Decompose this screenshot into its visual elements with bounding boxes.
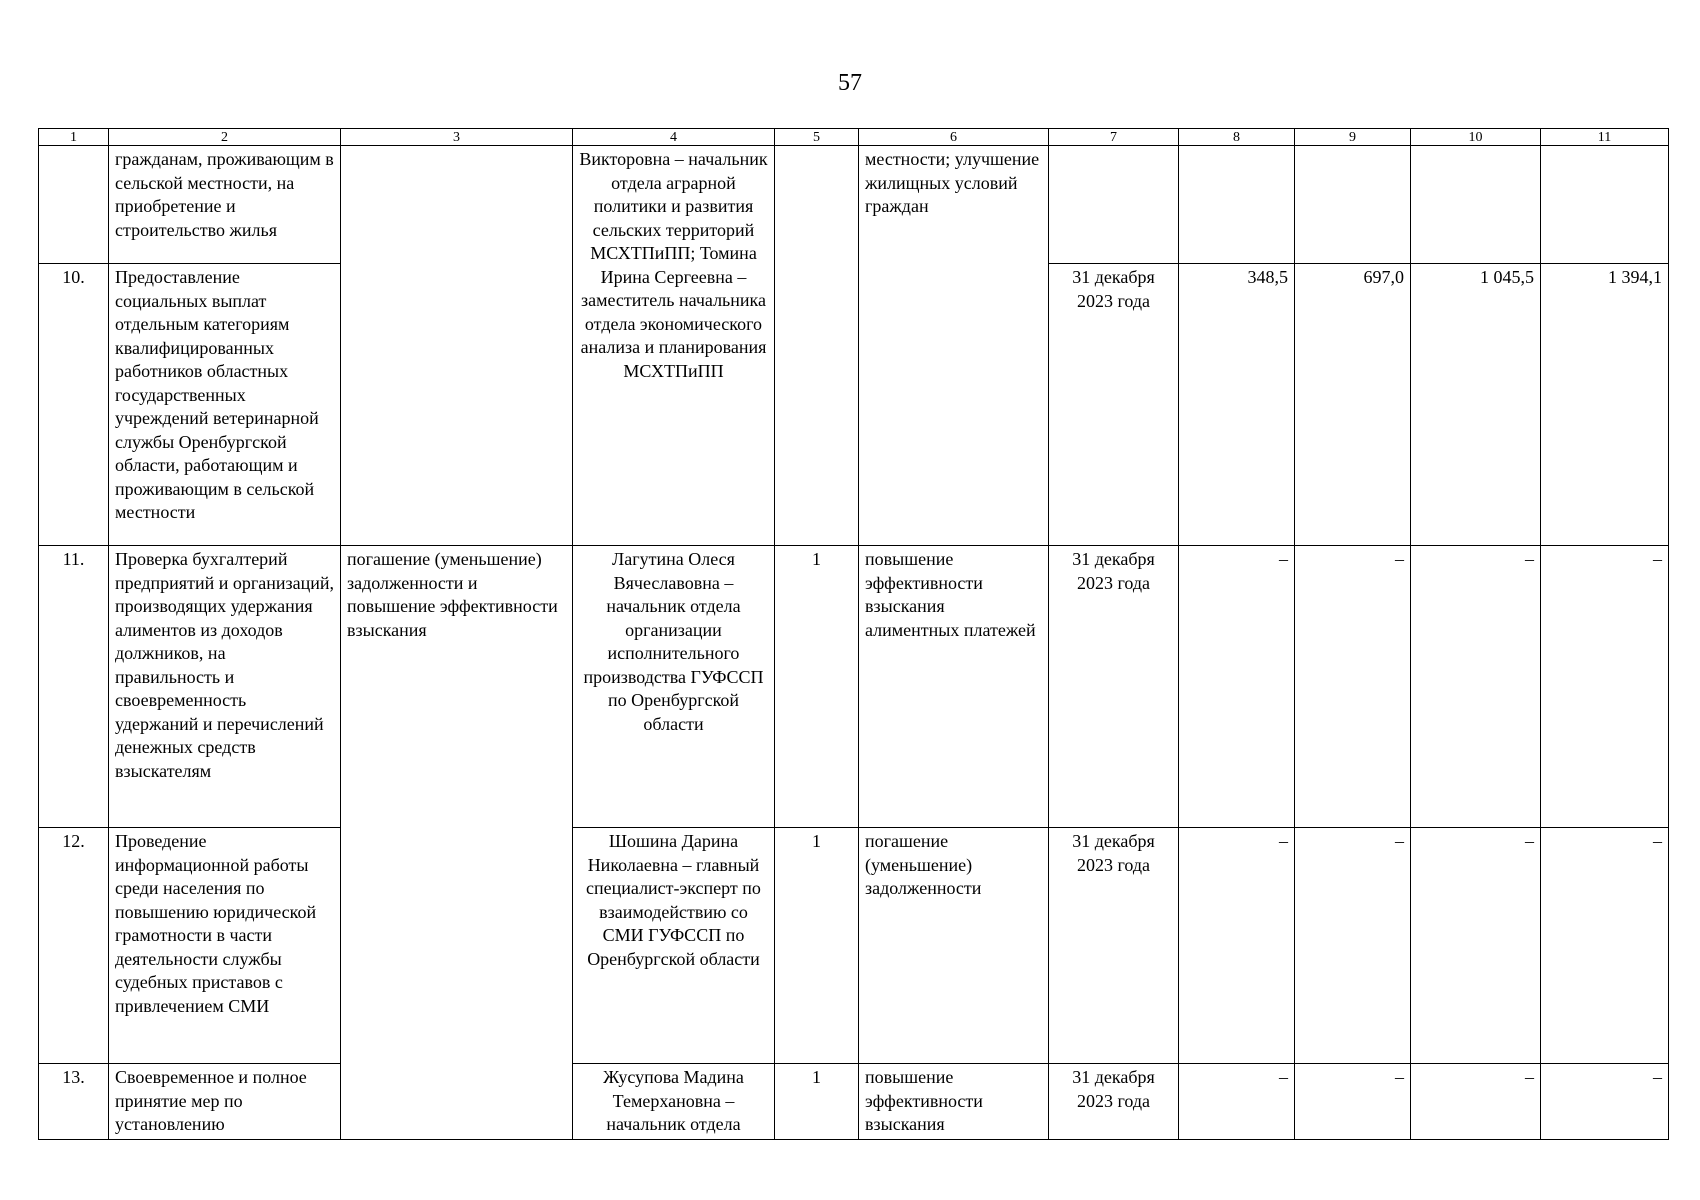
value-cell: – <box>1295 1064 1411 1140</box>
value-cell: 1 045,5 <box>1411 264 1541 546</box>
value-cell <box>1179 146 1295 264</box>
expected-result-cell: погашение (уменьшение) задолженности <box>859 828 1049 1064</box>
value-cell: 1 394,1 <box>1541 264 1669 546</box>
value-cell: – <box>1179 828 1295 1064</box>
page-number: 57 <box>838 70 862 96</box>
table-row <box>39 828 1669 1064</box>
value-cell: – <box>1541 1064 1669 1140</box>
measure-name-cell: гражданам, проживающим в сельской местности, на приобретение и строительство жилья <box>109 146 341 264</box>
row-number-cell: 13. <box>39 1064 109 1140</box>
measure-name-cell: Своевременное и полное принятие мер по установлению <box>109 1064 341 1140</box>
column-header: 1 <box>39 129 109 146</box>
measure-name-cell: Проверка бухгалтерий предприятий и организаций, производящих удержания алиментов из доходов должников, на правильность и своевременность удержаний и перечислений денежных средств взыскателям <box>109 546 341 828</box>
column-header: 7 <box>1049 129 1179 146</box>
deadline-cell: 31 декабря 2023 года <box>1049 546 1179 828</box>
table-row <box>39 146 1669 264</box>
deadline-cell: 31 декабря 2023 года <box>1049 1064 1179 1140</box>
value-cell: – <box>1179 546 1295 828</box>
value-cell <box>1295 146 1411 264</box>
value-cell: – <box>1295 546 1411 828</box>
measure-name-cell: Предоставление социальных выплат отдельным категориям квалифицированных работников областных государственных учреждений ветеринарной службы Оренбургской области, работающим и проживающим в сельской местности <box>109 264 341 546</box>
value-cell <box>1541 146 1669 264</box>
column-header: 10 <box>1411 129 1541 146</box>
table-row <box>39 1064 1669 1140</box>
measures-table <box>38 128 1669 1140</box>
measure-name-cell: Проведение информационной работы среди населения по повышению юридической грамотности в части деятельности службы судебных приставов с привлечением СМИ <box>109 828 341 1064</box>
column-header: 5 <box>775 129 859 146</box>
column-header: 3 <box>341 129 573 146</box>
expected-result-cell: повышение эффективности взыскания <box>859 1064 1049 1140</box>
value-cell: – <box>1411 546 1541 828</box>
priority-cell: 1 <box>775 828 859 1064</box>
column-header: 9 <box>1295 129 1411 146</box>
value-cell: – <box>1411 1064 1541 1140</box>
column-header: 2 <box>109 129 341 146</box>
responsible-person-cell: Викторовна – начальник отдела аграрной политики и развития сельских территорий МСХТПиПП; Томина Ирина Сергеевна – заместитель начальника отдела экономического анализа и планирования МСХТПиПП <box>573 146 775 546</box>
column-number-header-row <box>39 129 1669 146</box>
column-header: 11 <box>1541 129 1669 146</box>
responsible-person-cell: Лагутина Олеся Вячеславовна – начальник отдела организации исполнительного производства ГУФССП по Оренбургской области <box>573 546 775 828</box>
table-row <box>39 546 1669 828</box>
priority-cell <box>775 146 859 546</box>
responsible-person-cell: Шошина Дарина Николаевна – главный специалист-эксперт по взаимодействию со СМИ ГУФССП по Оренбургской области <box>573 828 775 1064</box>
expected-result-cell: повышение эффективности взыскания алиментных платежей <box>859 546 1049 828</box>
value-cell <box>1411 146 1541 264</box>
responsible-person-cell: Жусупова Мадина Темерхановна – начальник отдела <box>573 1064 775 1140</box>
column-header: 4 <box>573 129 775 146</box>
value-cell: 697,0 <box>1295 264 1411 546</box>
deadline-cell: 31 декабря 2023 года <box>1049 828 1179 1064</box>
column-header: 8 <box>1179 129 1295 146</box>
deadline-cell <box>1049 146 1179 264</box>
goal-cell <box>341 146 573 546</box>
goal-cell: погашение (уменьшение) задолженности и повышение эффективности взыскания <box>341 546 573 1140</box>
value-cell: – <box>1295 828 1411 1064</box>
expected-result-cell: местности; улучшение жилищных условий граждан <box>859 146 1049 546</box>
value-cell: 348,5 <box>1179 264 1295 546</box>
value-cell: – <box>1541 546 1669 828</box>
deadline-cell: 31 декабря 2023 года <box>1049 264 1179 546</box>
column-header: 6 <box>859 129 1049 146</box>
row-number-cell <box>39 146 109 264</box>
row-number-cell: 10. <box>39 264 109 546</box>
value-cell: – <box>1179 1064 1295 1140</box>
value-cell: – <box>1541 828 1669 1064</box>
value-cell: – <box>1411 828 1541 1064</box>
row-number-cell: 12. <box>39 828 109 1064</box>
row-number-cell: 11. <box>39 546 109 828</box>
priority-cell: 1 <box>775 1064 859 1140</box>
priority-cell: 1 <box>775 546 859 828</box>
